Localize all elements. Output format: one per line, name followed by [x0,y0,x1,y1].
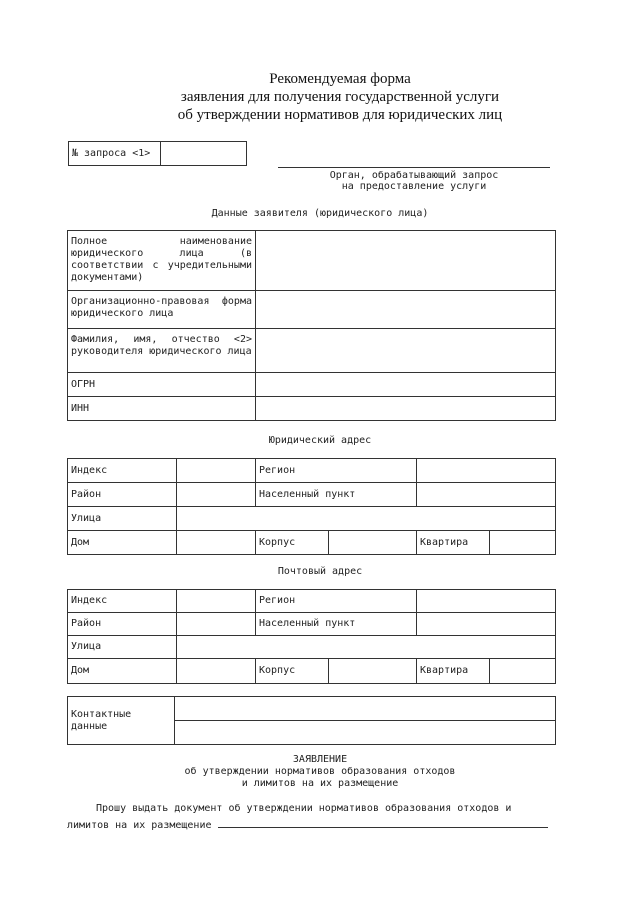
legal-apartment-label: Квартира [417,531,490,555]
postal-address-table [67,589,556,684]
request-number-field[interactable] [161,142,247,166]
postal-region-field[interactable] [417,590,556,613]
request-number-table [68,141,247,166]
request-text-line-1: Прошу выдать документ об утверждении нормативов образования отходов и [96,803,512,814]
postal-index-field[interactable] [177,590,256,613]
request-text-line-2: лимитов на их размещение [67,820,212,831]
postal-street-label: Улица [68,636,177,659]
applicant-heading: Данные заявителя (юридического лица) [211,208,429,219]
contact-label [68,697,175,745]
applicant-label-inn: ИНН [68,397,256,421]
organ-caption-line-2: на предоставление услуги [341,181,487,192]
contact-table [67,696,556,745]
postal-district-field[interactable] [177,613,256,636]
legal-district-field[interactable] [177,483,256,507]
title-line-1: Рекомендуемая форма [269,71,411,87]
statement-block [120,754,520,790]
statement-line-1: об утверждении нормативов образования отходов [184,766,456,777]
legal-district-label: Район [68,483,177,507]
applicant-table [67,230,556,421]
request-text-line-2-row [67,817,548,831]
applicant-field-full-name[interactable] [256,231,556,291]
form-title [140,70,540,124]
legal-street-field[interactable] [177,507,556,531]
postal-apartment-field[interactable] [490,659,556,684]
postal-house-label: Дом [68,659,177,684]
legal-locality-label: Населенный пункт [256,483,417,507]
legal-building-label: Корпус [256,531,329,555]
contact-label-line-2: данные [71,720,108,732]
applicant-field-ogrn[interactable] [256,373,556,397]
postal-index-label: Индекс [68,590,177,613]
postal-house-field[interactable] [177,659,256,684]
statement-heading: ЗАЯВЛЕНИЕ [292,754,348,765]
applicant-label-legal-form: Организационно-правовая форма юридического лица [68,291,256,329]
contact-label-line-1: Контактные [71,708,132,720]
legal-address-table [67,458,556,555]
legal-region-field[interactable] [417,459,556,483]
organ-caption-line-1: Орган, обрабатывающий запрос [329,170,499,181]
statement-line-2: и лимитов на их размещение [241,778,399,789]
organ-caption [278,170,550,192]
postal-street-field[interactable] [177,636,556,659]
request-number-label: № запроса <1> [69,142,161,166]
applicant-label-director-name: Фамилия, имя, отчество <2> руководителя юридического лица [68,329,256,373]
postal-building-field[interactable] [329,659,417,684]
legal-house-label: Дом [68,531,177,555]
postal-apartment-label: Квартира [417,659,490,684]
postal-address-heading: Почтовый адрес [277,566,363,577]
request-text-underline[interactable] [218,817,548,828]
applicant-label-ogrn: ОГРН [68,373,256,397]
applicant-field-inn[interactable] [256,397,556,421]
legal-house-field[interactable] [177,531,256,555]
legal-region-label: Регион [256,459,417,483]
applicant-field-director-name[interactable] [256,329,556,373]
contact-field-2[interactable] [175,721,556,745]
legal-index-field[interactable] [177,459,256,483]
legal-street-label: Улица [68,507,177,531]
organ-underline[interactable] [278,167,550,168]
applicant-label-full-name: Полное наименование юридического лица (в соответствии с учредительными документами) [68,231,256,291]
postal-building-label: Корпус [256,659,329,684]
legal-building-field[interactable] [329,531,417,555]
postal-district-label: Район [68,613,177,636]
title-line-3: об утверждении нормативов для юридических лиц [177,107,503,123]
legal-address-heading: Юридический адрес [268,435,372,446]
postal-region-label: Регион [256,590,417,613]
applicant-field-legal-form[interactable] [256,291,556,329]
legal-apartment-field[interactable] [490,531,556,555]
legal-locality-field[interactable] [417,483,556,507]
legal-index-label: Индекс [68,459,177,483]
title-line-2: заявления для получения государственной услуги [180,89,500,105]
postal-locality-field[interactable] [417,613,556,636]
contact-field-1[interactable] [175,697,556,721]
postal-locality-label: Населенный пункт [256,613,417,636]
